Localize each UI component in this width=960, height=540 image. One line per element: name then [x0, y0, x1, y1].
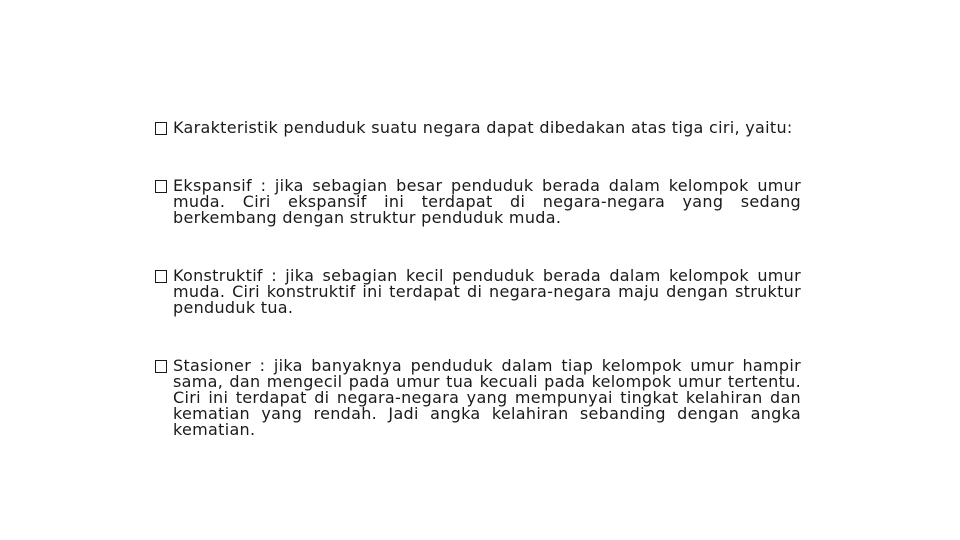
bullet-box-icon: [155, 270, 167, 283]
bullet-box-icon: [155, 180, 167, 193]
ekspansif-text: Ekspansif : jika sebagian besar penduduk berada dalam kelompok umur muda. Ciri ekspansif ini terdapat di negara-negara yang sedang berkembang dengan struktur penduduk muda.: [173, 176, 801, 227]
bullet-box-icon: [155, 360, 167, 373]
stasioner-paragraph: [155, 358, 801, 438]
spacer: [155, 316, 801, 358]
ekspansif-paragraph: [155, 178, 801, 226]
konstruktif-text: Konstruktif : jika sebagian kecil penduduk berada dalam kelompok umur muda. Ciri konstruktif ini terdapat di negara-negara maju dengan struktur penduduk tua.: [173, 266, 801, 317]
intro-paragraph: [155, 120, 801, 136]
spacer: [155, 226, 801, 268]
bullet-box-icon: [155, 122, 167, 135]
text-body: [155, 120, 801, 438]
intro-text: Karakteristik penduduk suatu negara dapat dibedakan atas tiga ciri, yaitu:: [173, 118, 793, 137]
stasioner-text: Stasioner : jika banyaknya penduduk dalam tiap kelompok umur hampir sama, dan mengecil pada umur tua kecuali pada kelompok umur tertentu. Ciri ini terdapat di negara-negara yang mempunyai tingkat kelahiran dan kematian yang rendah. Jadi angka kelahiran sebanding dengan angka kematian.: [173, 356, 801, 439]
konstruktif-paragraph: [155, 268, 801, 316]
spacer: [155, 136, 801, 178]
